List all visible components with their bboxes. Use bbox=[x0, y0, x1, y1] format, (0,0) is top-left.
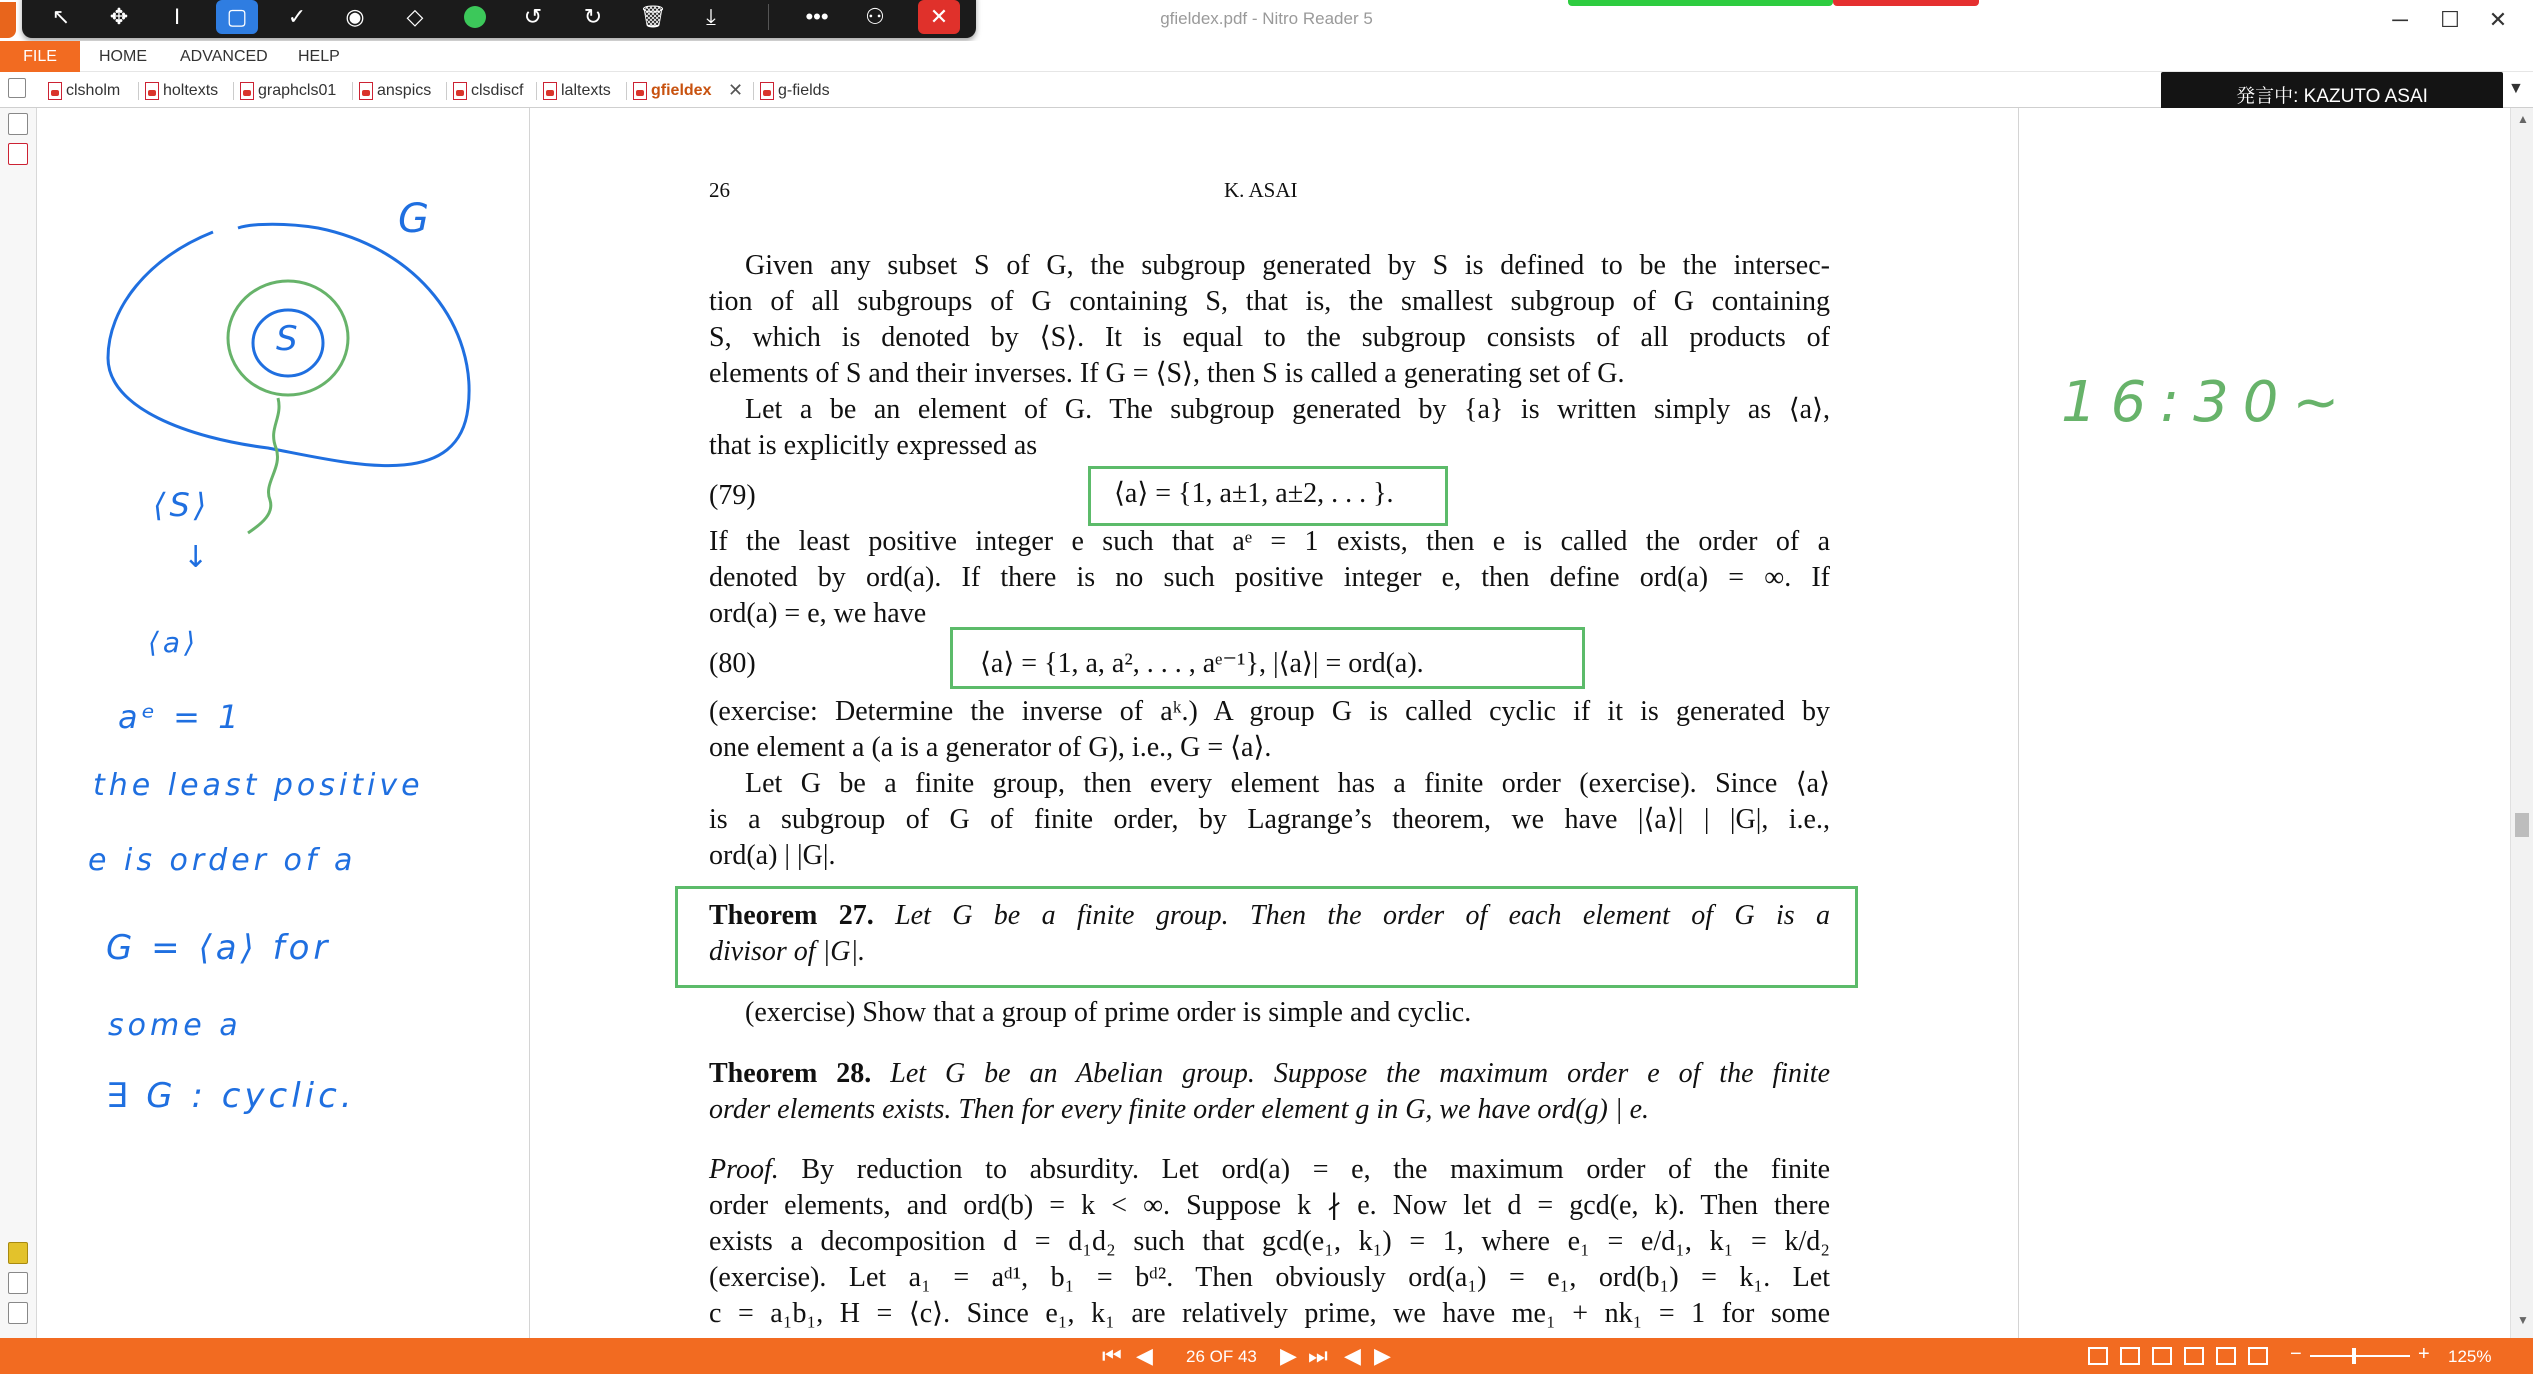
window-title: gfieldex.pdf - Nitro Reader 5 bbox=[1160, 9, 1373, 28]
theorem-heading: Theorem 28. bbox=[709, 1058, 872, 1089]
facing-view-icon[interactable] bbox=[2152, 1347, 2172, 1365]
hand-some-a: some a bbox=[108, 1008, 242, 1043]
tab-label: anspics bbox=[377, 82, 432, 99]
tab-clsdiscf[interactable] bbox=[449, 78, 523, 104]
pdf-file-icon bbox=[453, 82, 467, 100]
theorem-28 bbox=[709, 1056, 1830, 1092]
hand-generated-S: ⟨S⟩ bbox=[153, 486, 211, 524]
tab-label: clsholm bbox=[66, 82, 121, 99]
facing-continuous-view-icon[interactable] bbox=[2184, 1347, 2204, 1365]
theorem-text: Let G be a finite group. Then the order of each element of G is a bbox=[895, 900, 1831, 931]
close-tab-icon[interactable]: ✕ bbox=[728, 80, 744, 100]
document-tab-bar bbox=[0, 72, 2533, 108]
first-page-icon[interactable]: ⏮ bbox=[1102, 1343, 1122, 1368]
scroll-up-icon[interactable]: ▲ bbox=[2517, 112, 2529, 126]
tab-separator bbox=[138, 82, 139, 100]
undo-icon[interactable]: ↺ bbox=[523, 4, 543, 29]
zoom-slider-thumb[interactable] bbox=[2352, 1348, 2356, 1364]
page-indicator[interactable]: 26 OF 43 bbox=[1186, 1347, 1257, 1366]
zoom-slider[interactable] bbox=[2310, 1355, 2410, 1357]
meeting-progress-green bbox=[1568, 0, 1833, 6]
hand-exists-cyclic: ∃ G : cyclic. bbox=[106, 1076, 356, 1116]
tab-separator bbox=[753, 82, 754, 100]
equation-number: (80) bbox=[709, 648, 756, 679]
hand-arrow-down: ↓ bbox=[183, 540, 213, 575]
forward-view-icon[interactable]: ▶ bbox=[1374, 1343, 1391, 1368]
tab-gfieldex[interactable] bbox=[629, 78, 711, 104]
tab-separator bbox=[536, 82, 537, 100]
download-icon[interactable]: ⤓ bbox=[706, 4, 716, 29]
continuous-view-icon[interactable] bbox=[2120, 1347, 2140, 1365]
text-line: Let G be a finite group, then every element has a finite order (exercise). Since ⟨a⟩ bbox=[745, 768, 1830, 799]
next-page-icon[interactable]: ▶ bbox=[1280, 1343, 1297, 1368]
single-page-view-icon[interactable] bbox=[2088, 1347, 2108, 1365]
text-line: Let a be an element of G. The subgroup generated by {a} is written simply as ⟨a⟩, bbox=[745, 394, 1830, 425]
pdf-file-icon bbox=[145, 82, 159, 100]
user-settings-icon[interactable]: ⚇ bbox=[865, 4, 885, 29]
text-line: ord(a) = e, we have bbox=[709, 598, 927, 629]
more-icon[interactable]: ••• bbox=[805, 4, 829, 29]
pdf-file-icon bbox=[633, 82, 647, 100]
left-whiteboard-area bbox=[38, 108, 530, 1338]
camera-tool-icon[interactable]: ◉ bbox=[345, 4, 365, 29]
proof-heading: Proof. bbox=[709, 1154, 779, 1185]
previous-page-icon[interactable]: ◀ bbox=[1136, 1343, 1153, 1368]
text-line: tion of all subgroups of G containing S, that is, the smallest subgroup of G containing bbox=[709, 286, 1830, 317]
text-line: ord(a) | |G|. bbox=[709, 840, 836, 871]
proof-line bbox=[709, 1152, 1830, 1188]
tab-label: laltexts bbox=[561, 82, 611, 99]
hand-label-S: S bbox=[276, 319, 298, 359]
page-icon[interactable] bbox=[8, 78, 26, 98]
page-number: 26 bbox=[709, 178, 730, 202]
bookmarks-icon[interactable] bbox=[8, 113, 28, 135]
hand-time-note: 16:30~ bbox=[2061, 370, 2354, 435]
tab-g-fields[interactable] bbox=[756, 78, 830, 104]
tab-label: holtexts bbox=[163, 82, 219, 99]
pdf-file-icon bbox=[240, 82, 254, 100]
text-line: elements of S and their inverses. If G = ⟨S⟩, then S is called a generating set of G. bbox=[709, 358, 1625, 389]
comments-icon[interactable] bbox=[8, 1242, 28, 1264]
zoom-out-icon[interactable]: − bbox=[2290, 1343, 2302, 1365]
vertical-scrollbar[interactable] bbox=[2510, 108, 2533, 1338]
annotation-toolbar bbox=[22, 0, 976, 38]
exercise-line: (exercise) Show that a group of prime order is simple and cyclic. bbox=[745, 997, 1472, 1028]
tab-separator bbox=[626, 82, 627, 100]
zoom-in-icon[interactable]: + bbox=[2418, 1343, 2430, 1365]
meeting-speaker-banner: 発言中: KAZUTO ASAI bbox=[2161, 72, 2503, 121]
tab-label: gfieldex bbox=[651, 82, 712, 99]
minimize-button[interactable]: ─ bbox=[2392, 7, 2408, 32]
tab-label: graphcls01 bbox=[258, 82, 337, 99]
file-menu[interactable]: FILE bbox=[0, 41, 80, 72]
theorem-text: divisor of |G|. bbox=[709, 936, 866, 967]
text-line: is a subgroup of G of finite order, by Lagrange’s theorem, we have |⟨a⟩| | |G|, i.e., bbox=[709, 804, 1830, 835]
back-view-icon[interactable]: ◀ bbox=[1344, 1343, 1361, 1368]
scroll-down-icon[interactable]: ▼ bbox=[2517, 1313, 2529, 1327]
text-line: exists a decomposition d = d₁d₂ such that gcd(e₁, k₁) = 1, where e₁ = e/d₁, k₁ = k/d₂ bbox=[709, 1226, 1830, 1257]
tab-holtexts[interactable] bbox=[141, 78, 218, 104]
pdf-file-icon bbox=[543, 82, 557, 100]
rectangle-tool-icon[interactable]: ▢ bbox=[216, 0, 258, 34]
equation-79: ⟨a⟩ = {1, a±1, a±2, . . . }. bbox=[1114, 478, 1394, 509]
close-window-button[interactable]: ✕ bbox=[2488, 7, 2508, 32]
theorem-text: Let G be an Abelian group. Suppose the maximum order e of the finite bbox=[890, 1058, 1830, 1089]
tab-label: clsdiscf bbox=[471, 82, 524, 99]
color-picker-icon[interactable] bbox=[454, 0, 496, 34]
text-line: order elements, and ord(b) = k < ∞. Suppose k ∤ e. Now let d = gcd(e, k). Then there bbox=[709, 1190, 1830, 1221]
equation-number: (79) bbox=[709, 480, 756, 511]
text-line: (exercise). Let a₁ = aᵈ¹, b₁ = bᵈ². Then obviously ord(a₁) = e₁, ord(b₁) = k₁. Let bbox=[709, 1262, 1830, 1293]
hand-label-G: G bbox=[398, 196, 433, 242]
move-tool-icon[interactable]: ✥ bbox=[109, 4, 129, 29]
text-line: denoted by ord(a). If there is no such positive integer e, then define ord(a) = ∞. If bbox=[709, 562, 1830, 593]
theorem-text: order elements exists. Then for every finite order element g in G, we have ord(g) | e. bbox=[709, 1094, 1650, 1125]
tab-clsholm[interactable] bbox=[44, 78, 120, 104]
meeting-progress-red bbox=[1833, 0, 1979, 6]
pointer-line bbox=[248, 398, 279, 533]
reading-mode-icon[interactable] bbox=[2216, 1347, 2236, 1365]
redo-icon[interactable]: ↻ bbox=[583, 4, 603, 29]
tab-separator bbox=[352, 82, 353, 100]
tab-laltexts[interactable] bbox=[539, 78, 611, 104]
text-line: (exercise: Determine the inverse of aᵏ.) A group G is called cyclic if it is generated by bbox=[709, 696, 1830, 727]
text-line: that is explicitly expressed as bbox=[709, 430, 1038, 461]
hand-a-e-equals-1: aᵉ = 1 bbox=[118, 698, 243, 736]
proof-text: By reduction to absurdity. Let ord(a) = e, the maximum order of the finite bbox=[801, 1154, 1831, 1185]
menu-bar bbox=[0, 41, 2533, 72]
toolbar-divider bbox=[768, 4, 769, 30]
text-line: c = a₁b₁, H = ⟨c⟩. Since e₁, k₁ are relatively prime, we have me₁ + nk₁ = 1 for some bbox=[709, 1298, 1830, 1329]
help-menu[interactable]: HELP bbox=[298, 48, 340, 65]
home-menu[interactable]: HOME bbox=[99, 48, 147, 65]
zoom-level[interactable]: 125% bbox=[2448, 1347, 2492, 1366]
tab-separator bbox=[233, 82, 234, 100]
tab-label: g-fields bbox=[778, 82, 830, 99]
right-whiteboard-area bbox=[2018, 108, 2518, 1338]
close-toolbar-icon[interactable]: ✕ bbox=[918, 0, 960, 34]
hand-generated-a: ⟨a⟩ bbox=[148, 626, 200, 659]
left-sidebar-strip bbox=[0, 108, 37, 1338]
handwritten-diagram bbox=[38, 108, 530, 1338]
nitro-logo bbox=[0, 2, 16, 38]
color-dot-icon bbox=[464, 6, 486, 28]
last-page-icon[interactable]: ⏭ bbox=[1308, 1343, 1328, 1368]
layers-icon[interactable] bbox=[8, 1302, 28, 1324]
attachments-icon[interactable] bbox=[8, 143, 28, 165]
theorem-27 bbox=[709, 898, 1830, 934]
check-tool-icon[interactable]: ✓ bbox=[287, 4, 307, 29]
tab-anspics[interactable] bbox=[355, 78, 431, 104]
pdf-file-icon bbox=[359, 82, 373, 100]
text-cursor-tool-icon[interactable]: I bbox=[173, 4, 181, 29]
hand-least-positive: the least positive bbox=[93, 768, 424, 803]
running-header: K. ASAI bbox=[1224, 178, 1298, 202]
tab-separator bbox=[446, 82, 447, 100]
eraser-tool-icon[interactable]: ◇ bbox=[406, 4, 424, 29]
delete-icon[interactable]: 🗑 bbox=[639, 4, 667, 29]
text-line: If the least positive integer e such that aᵉ = 1 exists, then e is called the order of a bbox=[709, 526, 1830, 557]
text-line: S, which is denoted by ⟨S⟩. It is equal to the subgroup consists of all products of bbox=[709, 322, 1830, 353]
equation-80: ⟨a⟩ = {1, a, a², . . . , aᵉ⁻¹}, |⟨a⟩| = ord(a). bbox=[980, 648, 1424, 679]
hand-cyclic-def: G = ⟨a⟩ for bbox=[106, 928, 332, 968]
full-screen-icon[interactable] bbox=[2248, 1347, 2268, 1365]
tab-graphcls01[interactable] bbox=[236, 78, 336, 104]
theorem-heading: Theorem 27. bbox=[709, 900, 874, 931]
scroll-thumb[interactable] bbox=[2515, 813, 2529, 837]
status-bar bbox=[0, 1338, 2533, 1374]
chevron-down-icon[interactable]: ▼ bbox=[2508, 80, 2524, 97]
pointer-tool-icon[interactable]: ↖ bbox=[51, 4, 71, 29]
hand-order-of-a: e is order of a bbox=[88, 843, 357, 878]
pages-icon[interactable] bbox=[8, 1272, 28, 1294]
text-line: Given any subset S of G, the subgroup generated by S is defined to be the intersec- bbox=[745, 250, 1830, 281]
pdf-file-icon bbox=[48, 82, 62, 100]
pdf-file-icon bbox=[760, 82, 774, 100]
maximize-button[interactable]: ☐ bbox=[2440, 7, 2460, 32]
text-line: one element a (a is a generator of G), i.e., G = ⟨a⟩. bbox=[709, 732, 1272, 763]
advanced-menu[interactable]: ADVANCED bbox=[180, 48, 268, 65]
